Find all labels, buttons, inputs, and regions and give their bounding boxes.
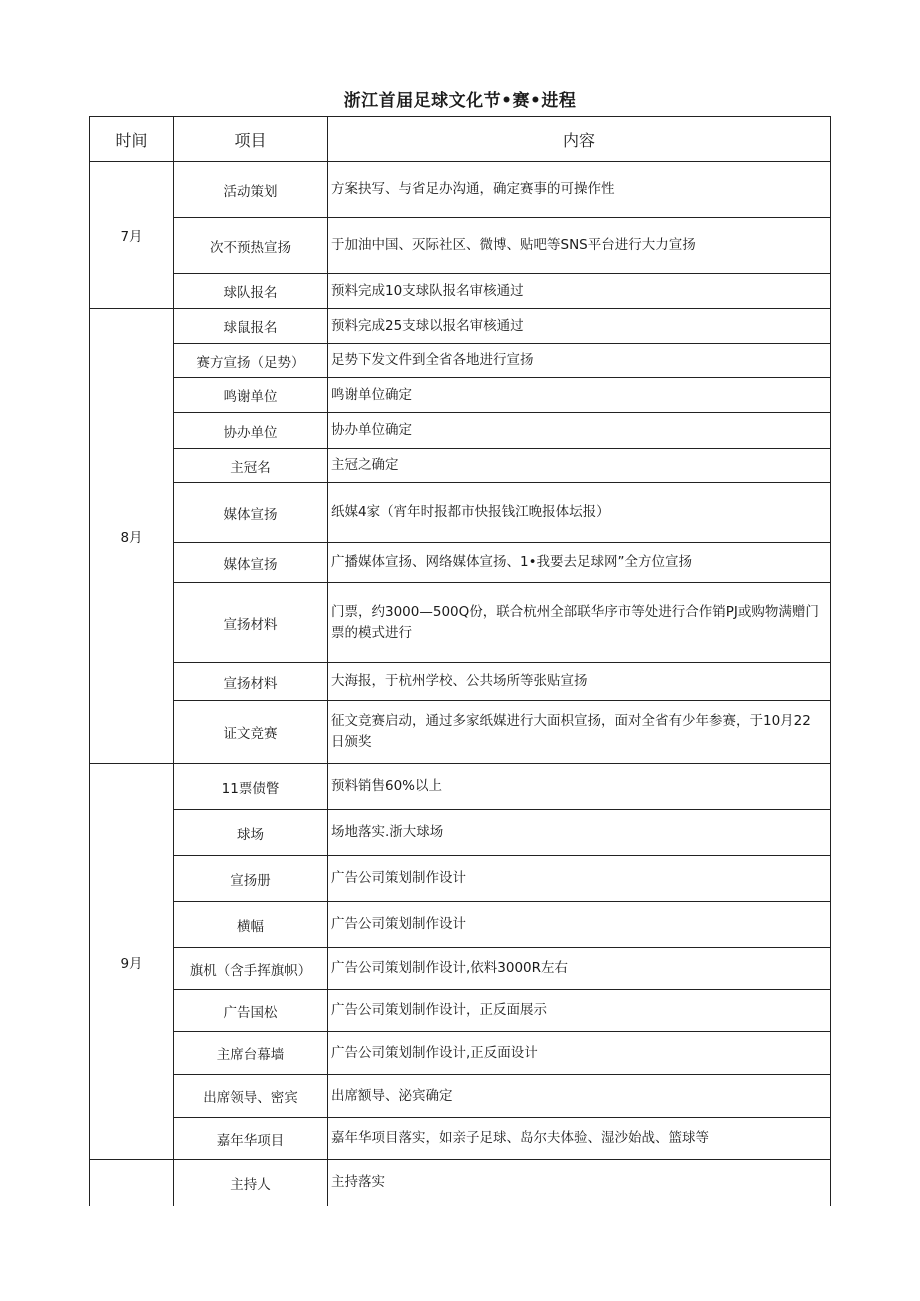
content-cell: 场地落实.浙大球场	[328, 810, 831, 856]
item-cell: 证文竞赛	[174, 701, 328, 764]
item-cell: 广告国松	[174, 990, 328, 1032]
item-cell: 主席台幕墙	[174, 1032, 328, 1075]
content-cell: 广告公司策划制作设计,依料3000R左右	[328, 948, 831, 990]
table-row	[90, 902, 831, 948]
time-cell: 9月	[90, 764, 174, 1160]
item-cell: 横幅	[174, 902, 328, 948]
table-row	[90, 344, 831, 378]
item-cell: 球鼠报名	[174, 309, 328, 344]
table-row	[90, 1032, 831, 1075]
table-row	[90, 218, 831, 274]
item-cell: 11票债瞥	[174, 764, 328, 810]
content-cell: 鸣谢单位确定	[328, 378, 831, 413]
content-cell: 出席额导、泌宾确定	[328, 1075, 831, 1118]
table-row	[90, 810, 831, 856]
time-cell: 8月	[90, 309, 174, 764]
table-row	[90, 701, 831, 764]
time-cell	[90, 1160, 174, 1206]
header-item: 项目	[174, 117, 328, 162]
content-cell: 预料完成10支球队报名审核通过	[328, 274, 831, 309]
table-row	[90, 663, 831, 701]
item-cell: 旗机（含手挥旗帜）	[174, 948, 328, 990]
item-cell: 赛方宣扬（足势）	[174, 344, 328, 378]
content-cell: 预料完成25支球以报名审核通过	[328, 309, 831, 344]
table-row	[90, 1118, 831, 1160]
table-row	[90, 543, 831, 583]
content-cell: 主冠之确定	[328, 449, 831, 483]
item-cell: 宣扬材料	[174, 663, 328, 701]
item-cell: 主持人	[174, 1160, 328, 1206]
item-cell: 媒体宣扬	[174, 543, 328, 583]
table-row	[90, 583, 831, 663]
table-row	[90, 162, 831, 218]
schedule-body	[90, 162, 831, 1206]
content-cell: 足势下发文件到全省各地进行宣扬	[328, 344, 831, 378]
table-row	[90, 764, 831, 810]
item-cell: 球队报名	[174, 274, 328, 309]
table-header-row	[90, 117, 831, 162]
content-cell: 广播媒体宣扬、网络媒体宣扬、1•我要去足球网”全方位宣扬	[328, 543, 831, 583]
table-row	[90, 1160, 831, 1206]
content-cell: 广告公司策划制作设计	[328, 856, 831, 902]
table-row	[90, 990, 831, 1032]
content-cell: 于加油中国、灭际社区、微博、贴吧等SNS平台进行大力宣扬	[328, 218, 831, 274]
content-cell: 纸媒4家（宵年时报都市快报钱江晚报体坛报）	[328, 483, 831, 543]
time-cell: 7月	[90, 162, 174, 309]
content-cell: 大海报，于杭州学校、公共场所等张贴宣扬	[328, 663, 831, 701]
content-cell: 广告公司策划制作设计	[328, 902, 831, 948]
content-cell: 门票，约3000—500Q份，联合杭州全部联华序市等处进行合作销PJ或购物满赠门票的模式进行	[328, 583, 831, 663]
content-cell: 广告公司策划制作设计,正反面设计	[328, 1032, 831, 1075]
table-row	[90, 856, 831, 902]
schedule-table	[89, 116, 831, 1206]
item-cell: 鸣谢单位	[174, 378, 328, 413]
content-cell: 预料销售60%以上	[328, 764, 831, 810]
content-cell: 嘉年华项目落实，如亲子足球、岛尔夫体验、湿沙始战、篮球等	[328, 1118, 831, 1160]
table-row	[90, 948, 831, 990]
item-cell: 活动策划	[174, 162, 328, 218]
content-cell: 方案抉写、与省足办沟通，确定赛事的可操作性	[328, 162, 831, 218]
table-row	[90, 449, 831, 483]
content-cell: 征文竞赛启动，通过多家纸媒进行大面枳宣扬，面对全省有少年参赛，于10月22日颁奖	[328, 701, 831, 764]
item-cell: 次不预热宣扬	[174, 218, 328, 274]
table-row	[90, 413, 831, 449]
table-row	[90, 378, 831, 413]
content-cell: 协办单位确定	[328, 413, 831, 449]
item-cell: 媒体宣扬	[174, 483, 328, 543]
item-cell: 嘉年华项目	[174, 1118, 328, 1160]
table-row	[90, 1075, 831, 1118]
content-cell: 广告公司策划制作设计，正反面展示	[328, 990, 831, 1032]
item-cell: 主冠名	[174, 449, 328, 483]
item-cell: 协办单位	[174, 413, 328, 449]
table-row	[90, 483, 831, 543]
header-content: 内容	[328, 117, 831, 162]
table-row	[90, 274, 831, 309]
item-cell: 宣扬材料	[174, 583, 328, 663]
item-cell: 球场	[174, 810, 328, 856]
header-time: 时间	[90, 117, 174, 162]
content-cell: 主持落实	[328, 1160, 831, 1206]
item-cell: 出席领导、密宾	[174, 1075, 328, 1118]
page-title: 浙江首届足球文化节•赛•进程	[343, 91, 577, 111]
table-row	[90, 309, 831, 344]
item-cell: 宣扬册	[174, 856, 328, 902]
